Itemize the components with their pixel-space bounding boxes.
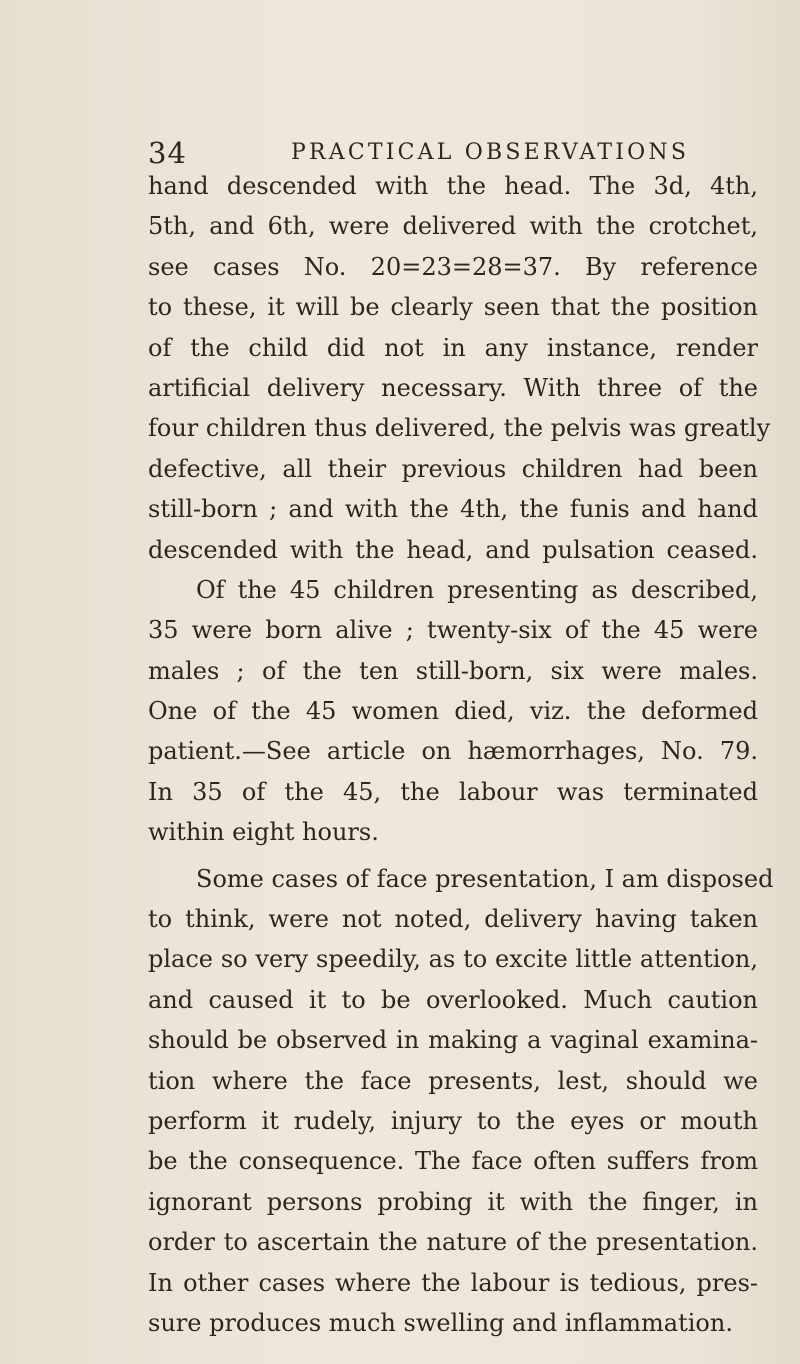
text-line: Some cases of face presentation, I am disposed bbox=[196, 864, 774, 893]
text-line: see cases No. 20=23=28=37. By reference bbox=[148, 252, 758, 281]
text-line: be the consequence. The face often suffers from bbox=[148, 1147, 758, 1176]
text-line: males ; of the ten still-born, six were males. bbox=[148, 656, 758, 685]
running-title: PRACTICAL OBSERVATIONS bbox=[291, 140, 690, 165]
text-line: place so very speedily, as to excite little attention, bbox=[148, 945, 758, 974]
text-line: 35 were born alive ; twenty-six of the 45 were bbox=[148, 616, 758, 645]
text-line: defective, all their previous children had been bbox=[148, 454, 758, 483]
text-line: In other cases where the labour is tedious, pres- bbox=[148, 1268, 758, 1297]
text-line: hand descended with the head. The 3d, 4th, bbox=[148, 172, 758, 200]
text-line: to think, were not noted, delivery having taken bbox=[148, 905, 758, 934]
text-line: tion where the face presents, lest, should we bbox=[148, 1066, 758, 1095]
text-line: ignorant persons probing it with the finger, in bbox=[148, 1187, 758, 1216]
text-line: and caused it to be overlooked. Much caution bbox=[148, 985, 758, 1014]
text-line: should be observed in making a vaginal examina- bbox=[148, 1026, 758, 1055]
text-line: four children thus delivered, the pelvis was greatly bbox=[148, 414, 771, 443]
text-line: to these, it will be clearly seen that the position bbox=[148, 293, 758, 322]
text-line: Of the 45 children presenting as described, bbox=[196, 575, 758, 604]
text-line: within eight hours. bbox=[148, 818, 379, 847]
text-line: 5th, and 6th, were delivered with the crotchet, bbox=[148, 212, 758, 241]
paragraph-3 bbox=[148, 859, 774, 1344]
body-text bbox=[148, 166, 774, 1343]
text-line: sure produces much swelling and inflammation. bbox=[148, 1308, 733, 1337]
text-line: still-born ; and with the 4th, the funis and hand bbox=[148, 495, 758, 524]
text-line: order to ascertain the nature of the presentation. bbox=[148, 1228, 758, 1257]
paragraph-1 bbox=[148, 166, 771, 570]
text-line: of the child did not in any instance, render bbox=[148, 333, 758, 362]
text-line: patient.—See article on hæmorrhages, No. 79. bbox=[148, 737, 758, 766]
page-number: 34 bbox=[148, 136, 187, 170]
paragraph-2 bbox=[148, 570, 758, 853]
text-line: perform it rudely, injury to the eyes or mouth bbox=[148, 1106, 758, 1135]
text-line: descended with the head, and pulsation ceased. bbox=[148, 535, 758, 564]
text-line: In 35 of the 45, the labour was terminated bbox=[148, 777, 758, 806]
text-line: artificial delivery necessary. With three of the bbox=[148, 373, 758, 402]
text-line: One of the 45 women died, viz. the deformed bbox=[148, 697, 758, 726]
